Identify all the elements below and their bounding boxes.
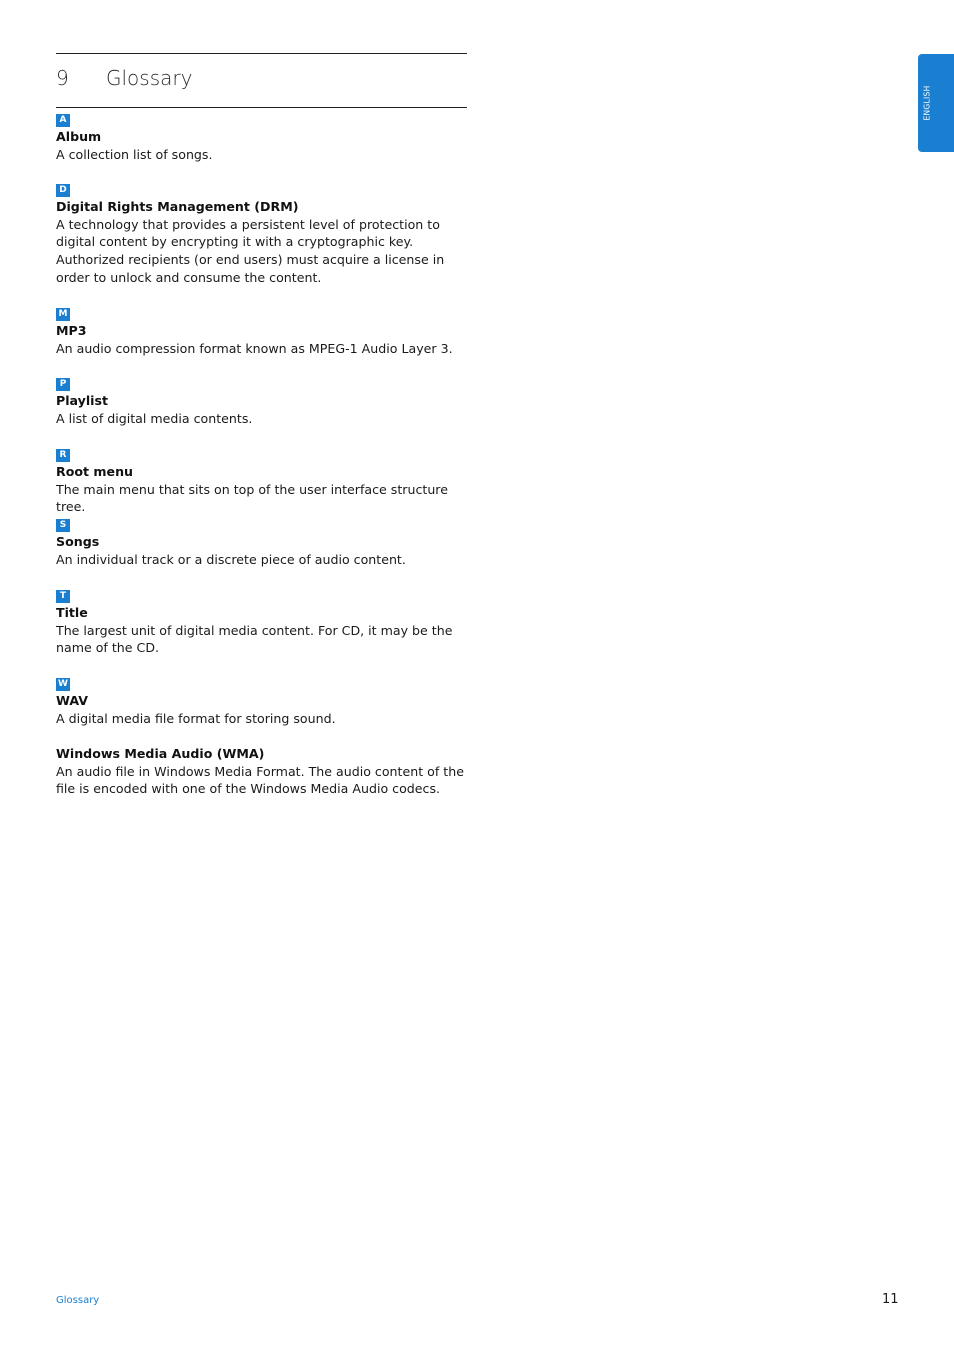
chapter-number: 9 [56,66,69,90]
glossary-definition: The main menu that sits on top of the user interface structure tree. [56,481,448,515]
chapter-heading [56,66,192,96]
glossary-term: Album [56,129,102,144]
glossary-entry-wma [56,745,470,798]
glossary-definition: An individual track or a discrete piece of audio content. [56,551,406,567]
glossary-entry-drm [56,198,470,287]
page-number: 11 [882,1292,899,1307]
glossary-definition: The largest unit of digital media content. For CD, it may be the name of the CD. [56,622,453,656]
glossary-entry-songs [56,533,470,568]
glossary-definition: An audio compression format known as MPEG-1 Audio Layer 3. [56,340,453,356]
glossary-entry-mp3 [56,322,470,357]
glossary-entry-wav [56,692,470,727]
letter-badge-r: R [56,449,70,462]
chapter-title: Glossary [106,66,193,90]
glossary-entry-playlist [56,392,470,427]
language-tab [918,54,954,152]
glossary-entry-album [56,128,470,163]
glossary-term: Songs [56,534,100,549]
letter-badge-m: M [56,308,70,321]
glossary-term: Digital Rights Management (DRM) [56,199,299,214]
heading-bottom-rule [56,107,467,108]
glossary-term: Playlist [56,393,109,408]
letter-badge-w: W [56,678,70,691]
glossary-term: WAV [56,693,88,708]
glossary-definition: An audio file in Windows Media Format. The audio content of the file is encoded with one of the Windows Media Audio codecs. [56,763,464,797]
letter-badge-d: D [56,184,70,197]
glossary-term: Title [56,605,88,620]
letter-badge-a: A [56,114,70,127]
heading-top-rule [56,53,467,54]
letter-badge-s: S [56,519,70,532]
glossary-term: Windows Media Audio (WMA) [56,746,265,761]
language-tab-label: ENGLISH [922,85,932,121]
glossary-term: Root menu [56,464,134,479]
footer-section-label: Glossary [56,1295,100,1306]
glossary-entry-root-menu [56,463,470,516]
letter-badge-t: T [56,590,70,603]
glossary-definition: A technology that provides a persistent level of protection to digital content by encrypting it with a cryptographic key. Authorized recipients (or end users) must acquire a license in order to unlock and consume the content. [56,216,445,285]
glossary-entry-title [56,604,470,657]
glossary-term: MP3 [56,323,87,338]
glossary-definition: A list of digital media contents. [56,410,253,426]
glossary-definition: A collection list of songs. [56,146,213,162]
glossary-definition: A digital media file format for storing sound. [56,710,336,726]
letter-badge-p: P [56,378,70,391]
